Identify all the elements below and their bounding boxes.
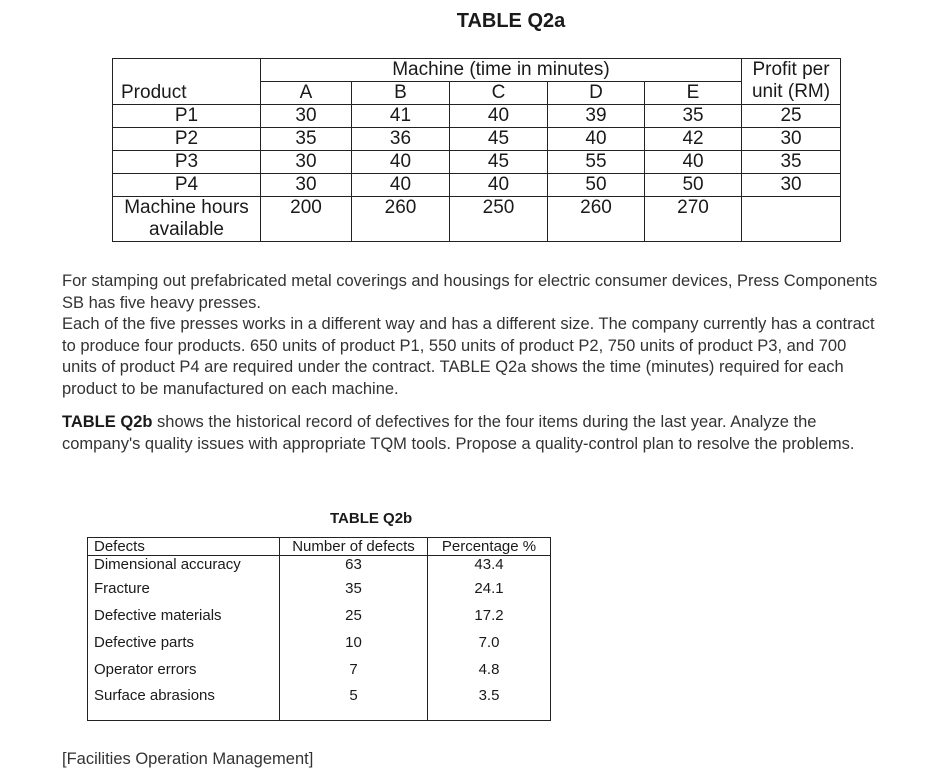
table-row (88, 629, 551, 656)
time-cell: 40 (352, 174, 450, 197)
intro-paragraph (62, 271, 882, 400)
defects-header: Defects (88, 538, 280, 556)
percent-header: Percentage % (428, 538, 551, 556)
defect-cell: Defective materials (88, 602, 280, 629)
percent-cell: 43.4 (428, 556, 551, 576)
table-row (113, 105, 841, 128)
percent-cell: 24.1 (428, 575, 551, 602)
profit-header: Profit per unit (RM) (742, 59, 841, 105)
course-footer: [Facilities Operation Management] (62, 750, 314, 768)
time-cell: 36 (352, 128, 450, 151)
time-cell: 40 (352, 151, 450, 174)
time-cell: 50 (645, 174, 742, 197)
profit-cell: 35 (742, 151, 841, 174)
time-cell: 40 (450, 174, 548, 197)
time-cell: 40 (450, 105, 548, 128)
table-row (88, 656, 551, 683)
time-cell: 42 (645, 128, 742, 151)
machine-b-header: B (352, 82, 450, 105)
table-row (88, 575, 551, 602)
hours-cell: 200 (261, 197, 352, 242)
empty-profit-cell (742, 197, 841, 242)
machine-a-header: A (261, 82, 352, 105)
percent-cell: 17.2 (428, 602, 551, 629)
defect-cell: Defective parts (88, 629, 280, 656)
machine-e-header: E (645, 82, 742, 105)
product-cell: P3 (113, 151, 261, 174)
product-cell: P4 (113, 174, 261, 197)
paragraph-line: Each of the five presses works in a different way and has a different size. The company currently has a contract to produce four products. 650 units of product P1, 550 units of product P2, 750 units of product P3, and 700 units of product P4 are required under the contract. TABLE Q2a shows the time (minutes) required for each product to be manufactured on each machine. (62, 315, 875, 398)
percent-cell: 4.8 (428, 656, 551, 683)
count-cell: 7 (280, 656, 428, 683)
defect-cell: Dimensional accuracy (88, 556, 280, 576)
count-cell: 35 (280, 575, 428, 602)
defect-cell: Fracture (88, 575, 280, 602)
table-q2a-title: TABLE Q2a (456, 10, 566, 32)
table-row (113, 128, 841, 151)
time-cell: 45 (450, 128, 548, 151)
time-cell: 30 (261, 174, 352, 197)
machine-header: Machine (time in minutes) (261, 59, 742, 82)
product-cell: P1 (113, 105, 261, 128)
paragraph-line: For stamping out prefabricated metal coverings and housings for electric consumer devices, Press Components SB has five heavy presses. (62, 272, 878, 312)
empty-corner (113, 59, 261, 82)
table-q2b (87, 537, 550, 721)
hours-cell: 260 (352, 197, 450, 242)
hours-cell: 270 (645, 197, 742, 242)
time-cell: 39 (548, 105, 645, 128)
time-cell: 45 (450, 151, 548, 174)
count-cell: 5 (280, 683, 428, 721)
machine-d-header: D (548, 82, 645, 105)
table-row (88, 602, 551, 629)
count-cell: 10 (280, 629, 428, 656)
hours-cell: 250 (450, 197, 548, 242)
product-cell: P2 (113, 128, 261, 151)
time-cell: 50 (548, 174, 645, 197)
count-header: Number of defects (280, 538, 428, 556)
percent-cell: 3.5 (428, 683, 551, 721)
time-cell: 35 (645, 105, 742, 128)
table-q2a (112, 58, 840, 242)
count-cell: 25 (280, 602, 428, 629)
machine-c-header: C (450, 82, 548, 105)
profit-cell: 25 (742, 105, 841, 128)
percent-cell: 7.0 (428, 629, 551, 656)
time-cell: 30 (261, 105, 352, 128)
time-cell: 55 (548, 151, 645, 174)
table-q2b-title: TABLE Q2b (330, 510, 413, 527)
table-ref: TABLE Q2b (62, 413, 153, 431)
question-text: shows the historical record of defectives for the four items during the last year. Analyze the company's quality issues with appropriate TQM tools. Propose a quality-control plan to resolve the problems. (62, 413, 855, 453)
table-row (88, 683, 551, 721)
time-cell: 35 (261, 128, 352, 151)
product-header: Product (113, 82, 261, 105)
count-cell: 63 (280, 556, 428, 576)
time-cell: 40 (548, 128, 645, 151)
profit-cell: 30 (742, 174, 841, 197)
table-row (113, 151, 841, 174)
table-row (113, 174, 841, 197)
profit-cell: 30 (742, 128, 841, 151)
machine-hours-label: Machine hours available (113, 197, 261, 242)
defect-cell: Surface abrasions (88, 683, 280, 721)
defect-cell: Operator errors (88, 656, 280, 683)
time-cell: 40 (645, 151, 742, 174)
time-cell: 30 (261, 151, 352, 174)
time-cell: 41 (352, 105, 450, 128)
machine-hours-row (113, 197, 841, 242)
hours-cell: 260 (548, 197, 645, 242)
table-row (88, 556, 551, 576)
question-paragraph (62, 412, 882, 455)
